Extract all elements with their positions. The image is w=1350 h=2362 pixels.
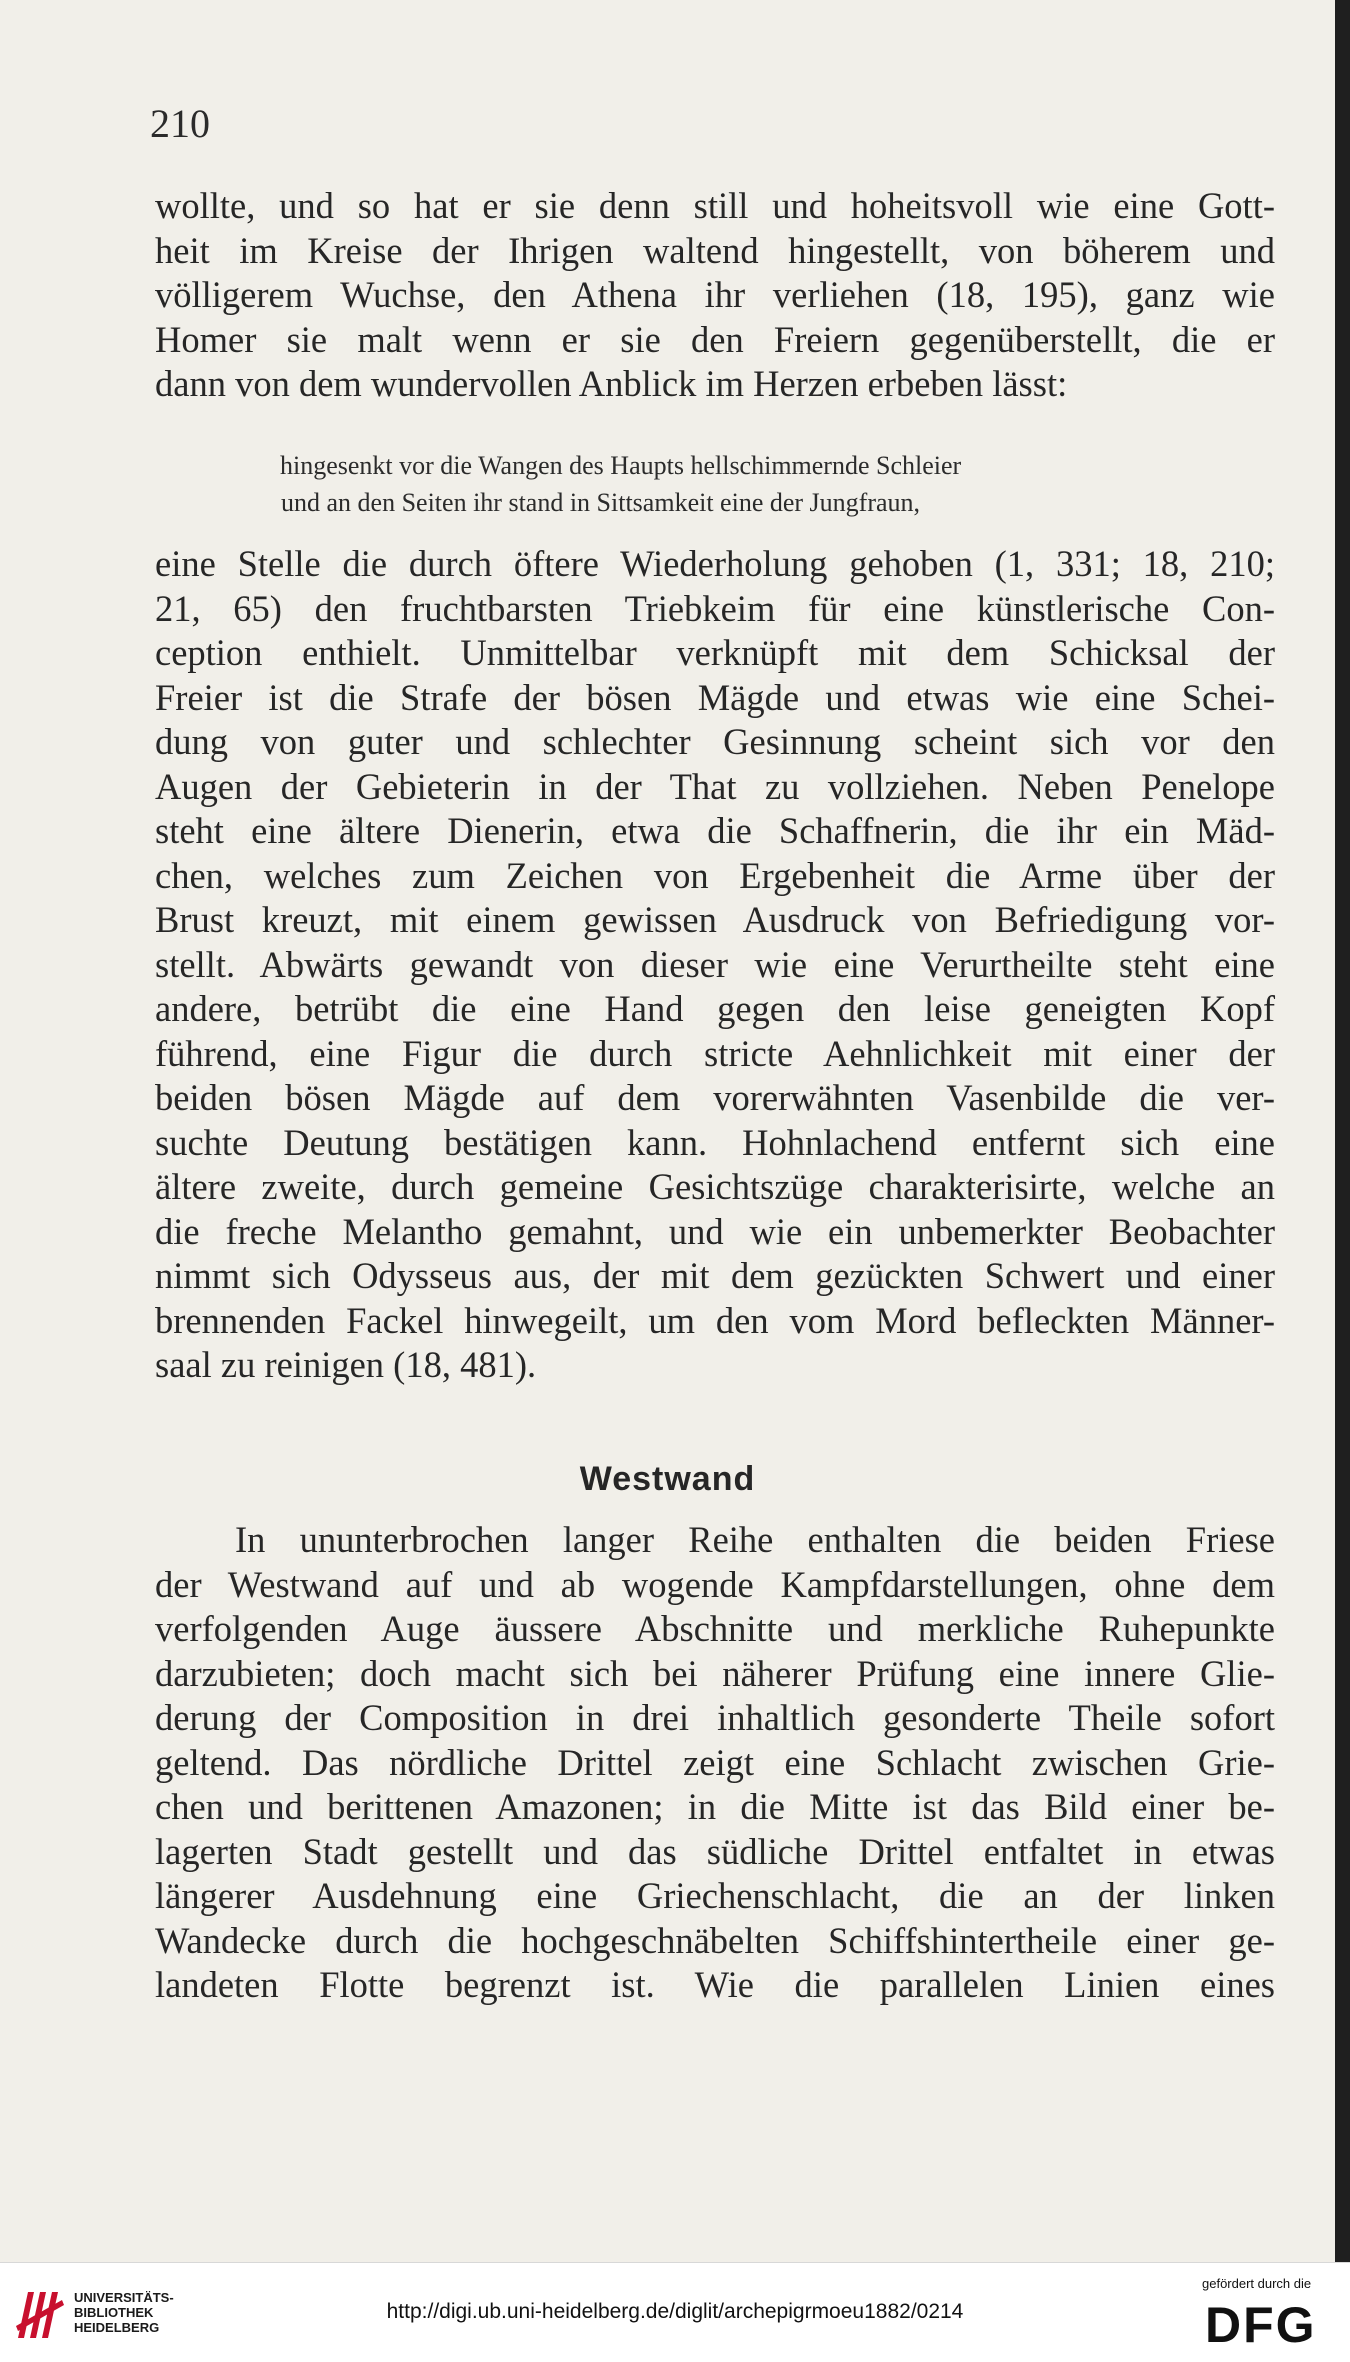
text-line: heit im Kreise der Ihrigen waltend hingestellt, von böherem und [155, 229, 1275, 271]
text-line: nimmt sich Odysseus aus, der mit dem gezückten Schwert und einer [155, 1255, 1275, 1296]
verse-quote [280, 447, 1180, 521]
text-line: steht eine ältere Dienerin, etwa die Schaffnerin, die ihr ein Mäd- [155, 810, 1275, 851]
text-line: brennenden Fackel hinwegeilt, um den vom Mord befleckten Männer- [155, 1299, 1275, 1341]
text-line: dung von guter und schlechter Gesinnung scheint sich vor den [155, 721, 1275, 762]
scan-edge [1335, 0, 1350, 2262]
text-line: Wandecke durch die hochgeschnäbelten Schiffshintertheile einer ge- [155, 1919, 1275, 1961]
text-line: führend, eine Figur die durch stricte Aehnlichkeit mit einer der [155, 1032, 1275, 1074]
text-line: Freier ist die Strafe der bösen Mägde und etwas wie eine Schei- [155, 676, 1275, 718]
permalink-url[interactable]: http://digi.ub.uni-heidelberg.de/diglit/archepigrmoeu1882/0214 [386, 2300, 964, 2323]
text-line: suchte Deutung bestätigen kann. Hohnlachend entfernt sich eine [155, 1121, 1275, 1163]
text-line: Augen der Gebieterin in der That zu vollziehen. Neben Penelope [155, 765, 1275, 807]
dfg-logo[interactable]: DFG [1205, 2297, 1317, 2353]
paragraph-2 [155, 542, 1275, 1388]
text-line: geltend. Das nördliche Drittel zeigt eine Schlacht zwischen Grie- [155, 1741, 1275, 1783]
text-line: beiden bösen Mägde auf dem vorerwähnten Vasenbilde die ver- [155, 1077, 1275, 1118]
text-line: eine Stelle die durch öftere Wiederholung gehoben (1, 331; 18, 210; [155, 543, 1275, 584]
text-line: längerer Ausdehnung eine Griechenschlacht, die an der linken [155, 1875, 1275, 1916]
text-line: derung der Composition in drei inhaltlich gesonderte Theile sofort [155, 1697, 1275, 1738]
text-line: In ununterbrochen langer Reihe enthalten die beiden Friese [235, 1519, 1275, 1560]
text-line: wollte, und so hat er sie denn still und hoheitsvoll wie eine Gott- [155, 185, 1275, 226]
section-heading: Westwand [579, 1460, 756, 1498]
text-line: saal zu reinigen (18, 481). [155, 1344, 537, 1385]
text-line: andere, betrübt die eine Hand gegen den leise geneigten Kopf [155, 988, 1275, 1029]
text-line: stellt. Abwärts gewandt von dieser wie eine Verurtheilte steht eine [155, 943, 1275, 985]
text-line: völligerem Wuchse, den Athena ihr verliehen (18, 195), ganz wie [155, 274, 1275, 315]
text-line: chen, welches zum Zeichen von Ergebenheit die Arme über der [155, 854, 1275, 896]
text-line: dann von dem wundervollen Anblick im Herzen erbeben lässt: [155, 363, 1068, 404]
text-line: ältere zweite, durch gemeine Gesichtszüge charakterisirte, welche an [155, 1166, 1275, 1207]
text-line: landeten Flotte begrenzt ist. Wie die parallelen Linien eines [155, 1964, 1275, 2005]
text-line: ception enthielt. Unmittelbar verknüpft mit dem Schicksal der [155, 632, 1275, 673]
text-line: darzubieten; doch macht sich bei näherer Prüfung eine innere Glie- [155, 1652, 1275, 1694]
funding-caption: gefördert durch die [1202, 2276, 1312, 2291]
library-name-line: HEIDELBERG [74, 2320, 160, 2335]
text-line: chen und berittenen Amazonen; in die Mitte ist das Bild einer be- [155, 1786, 1275, 1827]
paragraph-1 [155, 184, 1275, 407]
page-number: 210 [150, 101, 210, 146]
library-name-line: UNIVERSITÄTS- [74, 2290, 174, 2305]
text-line: Brust kreuzt, mit einem gewissen Ausdruck von Befriedigung vor- [155, 899, 1275, 940]
text-line: 21, 65) den fruchtbarsten Triebkeim für eine künstlerische Con- [155, 587, 1275, 629]
paragraph-3 [155, 1518, 1275, 2008]
verse-line: hingesenkt vor die Wangen des Haupts hellschimmernde Schleier [280, 451, 962, 480]
text-line: lagerten Stadt gestellt und das südliche Drittel entfaltet in etwas [155, 1830, 1275, 1872]
text-line: der Westwand auf und ab wogende Kampfdarstellungen, ohne dem [155, 1563, 1275, 1605]
text-line: verfolgenden Auge äussere Abschnitte und merkliche Ruhepunkte [155, 1608, 1275, 1649]
library-name-line: BIBLIOTHEK [74, 2305, 154, 2320]
text-line: Homer sie malt wenn er sie den Freiern gegenüberstellt, die er [155, 318, 1275, 360]
text-line: die freche Melantho gemahnt, und wie ein unbemerkter Beobachter [155, 1210, 1275, 1252]
verse-line: und an den Seiten ihr stand in Sittsamkeit eine der Jungfraun, [281, 488, 921, 517]
